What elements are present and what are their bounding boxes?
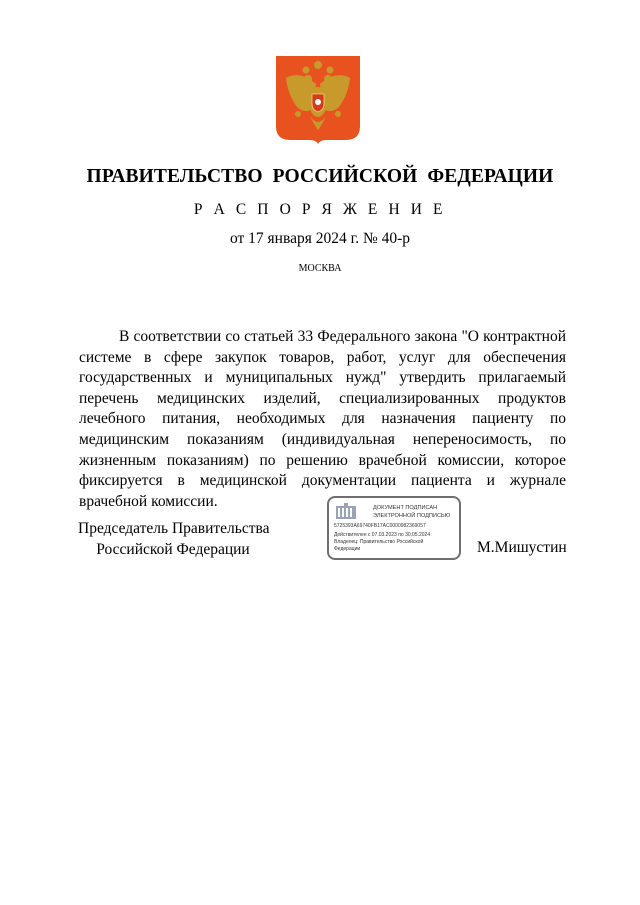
stamp-validity: Действителен с 07.03.2023 по 30.05.2024 <box>334 532 431 538</box>
document-type: Р А С П О Р Я Ж Е Н И Е <box>193 201 447 218</box>
stamp-heading <box>373 504 459 520</box>
stamp-certificate-serial: 5725393A69740FB17AC0000982369057 <box>334 523 426 529</box>
coat-of-arms-icon <box>276 56 360 144</box>
stamp-heading-line1: ДОКУМЕНТ ПОДПИСАН <box>373 505 438 511</box>
document-date-number: от 17 января 2024 г. № 40-р <box>229 230 411 247</box>
document-city: МОСКВА <box>298 263 342 274</box>
signer-title-line1: Председатель Правительства <box>78 520 270 537</box>
stamp-owner <box>334 539 424 552</box>
signer-title <box>78 519 268 560</box>
stamp-owner-line2: Федерации <box>334 545 361 552</box>
document-title: ПРАВИТЕЛЬСТВО РОССИЙСКОЙ ФЕДЕРАЦИИ <box>86 166 554 187</box>
government-building-icon <box>335 503 357 519</box>
signer-name: М.Мишустин <box>477 539 567 556</box>
signer-title-line2: Российской Федерации <box>96 540 250 558</box>
stamp-owner-line1: Владелец: Правительство Российской <box>334 539 424 545</box>
electronic-signature-stamp <box>327 496 461 560</box>
stamp-heading-line2: ЭЛЕКТРОННОЙ ПОДПИСЬЮ <box>373 513 451 519</box>
document-body-paragraph: В соответствии со статьей 33 Федерального закона "О контрактной системе в сфере закупок товаров, работ, услуг для обеспечения государственных и муниципальных нужд" утвердить прилагаемый перечень медицинских изделий, специализированных продуктов лечебного питания, необходимых для назначения пациенту по медицинским показаниям (индивидуальная непереносимость, по жизненным показаниям) по решению врачебной комиссии, которое фиксируется в медицинской документации пациента и журнале врачебной комиссии. <box>79 328 566 510</box>
